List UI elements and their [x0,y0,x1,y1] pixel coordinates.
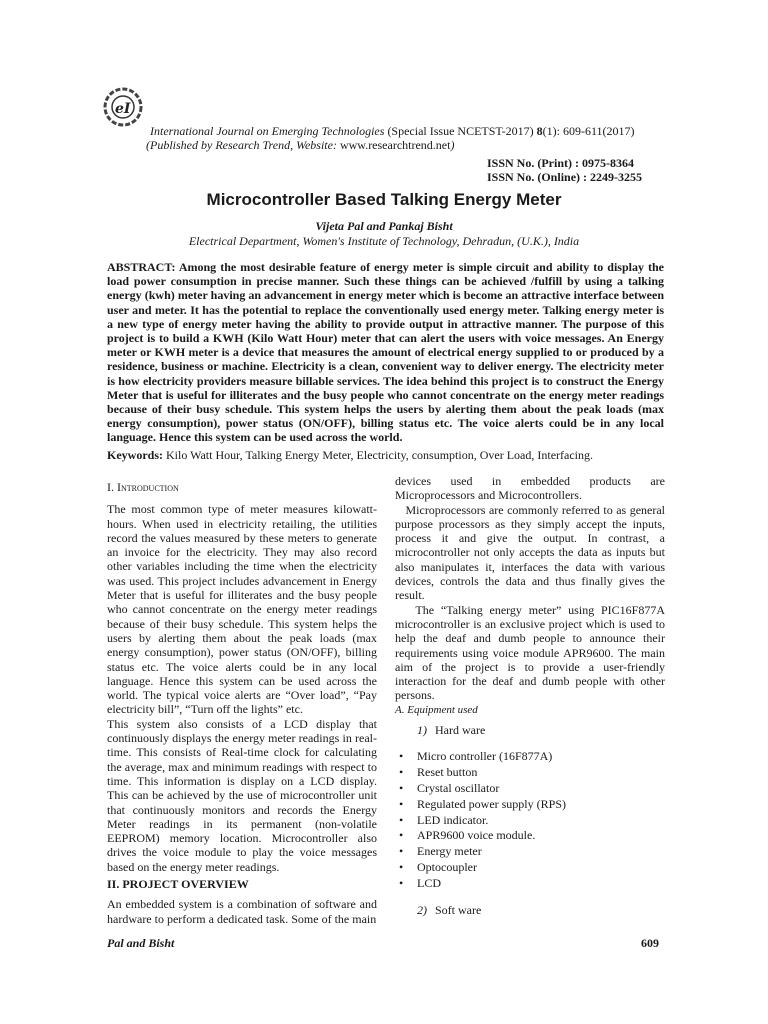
paper-affiliation: Electrical Department, Women's Institute of Technology, Dehradun, (U.K.), India [188,234,580,248]
list-item: • Micro controller (16F877A) [417,749,665,764]
published-close: ) [450,138,455,152]
journal-citation [150,124,635,139]
keywords-label: Keywords: [107,448,163,462]
issn-block [487,156,642,184]
journal-logo-icon [100,84,146,130]
equipment-heading: A. Equipment used [395,703,478,716]
paper-title: Microcontroller Based Talking Energy Meter [206,190,562,209]
publisher-line [146,138,454,153]
abstract: ABSTRACT: Among the most desirable feature of energy meter is simple circuit and ability to display the load power consumption in precise manner. Such these things can be achieved /fulfill by using a talking energy (kwh) meter having an advancement in energy meter which is become an attractive interface between user and meter. It has the potential to replace the conventionally used energy meter. Talking energy meter is a new type of energy meter having the ability to provide output in attractive manner. The purpose of this project is to build a KWH (Kilo Watt Hour) meter that can alert the users with voice messages. An Energy meter or KWH meter is a device that measures the amount of electrical energy supplied to or produced by a residence, business or machine. Electricity is a clean, convenient way to deliver energy. The electricity meter is how electricity providers measure billable services. The idea behind this project is to construct the Energy Meter that is useful for illiterates and the busy people who cannot concentrate on the energy meter readings because of their busy schedule. This system helps the users by alerting them about the peak loads (max energy consumption), power status (ON/OFF), billing status etc. The voice alerts could be in any local language. Hence this system can be used across the world. [107,260,664,445]
hardware-item [417,723,665,737]
hardware-label: Hard ware [435,723,486,738]
software-item [417,903,665,917]
page-number: 609 [641,936,659,950]
footer-authors: Pal and Bisht [107,936,175,950]
svg-text:eI: eI [115,101,131,117]
intro-paragraph-2: This system also consists of a LCD display that continuously displays the energy meter readings in real-time. This consists of Real-time clock for calculating the average, max and minimum readings with respect to time. This information is display on a LCD display. This can be achieved by the use of microcontroller unit that continuously monitors and records the Energy Meter readings in its permanent (non-volatile EEPROM) memory location. Microcontroller also drives the voice module to play the voice messages based on the energy meter readings. [107,716,377,874]
microprocessors-paragraph: Microprocessors are commonly referred to as general purpose processors as they simply accept the inputs, process it and give the output. In contrast, a microcontroller not only accepts the data as inputs but also manipulates it, interfaces the data with various devices, controls the data and thus finally gives the result. [395,502,669,603]
intro-paragraph-1: The most common type of meter measures kilowatt-hours. When used in electricity retailing, the utilities record the values measured by these meters to generate an invoice for the electricity. They may also record other variables including the time when the electricity was used. This project includes advancement in Energy Meter that is useful for illiterates and the busy people who cannot concentrate on the energy meter readings because of their busy schedule. This system helps the users by alerting them about the peak loads (max energy consumption), power status (ON/OFF), billing status etc. The voice alerts could be in any local language. Hence this system can be used across the world. The typical voice alerts are “Over load”, “Pay electricity bill”, “Turn off the lights” etc. [107,502,377,717]
website-link[interactable]: www.researchtrend.net [339,138,451,152]
list-item: • Crystal oscillator [417,781,665,796]
special-issue: (Special Issue NCETST-2017) [384,124,537,138]
list-item: • LCD [417,876,665,891]
journal-name: International Journal on Emerging Technologies [150,124,385,138]
list-item: • APR9600 voice module. [417,828,665,843]
hardware-number: 1) [417,723,427,738]
overview-paragraph-1: An embedded system is a combination of software and hardware to perform a dedicated task. Some of the main [107,897,377,926]
list-item: • Reset button [417,765,665,780]
overview-heading: II. PROJECT OVERVIEW [107,877,249,892]
issn-online: ISSN No. (Online) : 2249-3255 [487,170,643,184]
issue-pages: (1): 609-611(2017) [542,124,635,138]
volume: 8 [536,124,543,138]
list-item: • Energy meter [417,844,665,859]
list-item: • Optocoupler [417,860,665,875]
talking-meter-paragraph: The “Talking energy meter” using PIC16F877A microcontroller is an exclusive project which is used to help the deaf and dumb people to announce their requirements using voice module APR9600. The main aim of the project is to provide a user-friendly interaction for the deaf and dumb people with other persons. [395,602,669,703]
keywords-text: Kilo Watt Hour, Talking Energy Meter, Electricity, consumption, Over Load, Interfacing. [163,448,594,462]
right-column [395,474,669,917]
continued-paragraph: devices used in embedded products are Microprocessors and Microcontrollers. [395,474,665,503]
list-item: • LED indicator. [417,813,665,828]
paper-authors: Vijeta Pal and Pankaj Bisht [315,219,453,233]
keywords [107,448,664,462]
issn-print: ISSN No. (Print) : 0975-8364 [487,156,634,170]
intro-heading: I. Introduction [107,480,179,494]
left-column [107,480,377,926]
list-item: • Regulated power supply (RPS) [417,797,665,812]
software-number: 2) [417,902,427,917]
hardware-list [395,749,665,890]
published-by: (Published by Research Trend, Website: [146,138,340,152]
software-label: Soft ware [435,902,482,917]
